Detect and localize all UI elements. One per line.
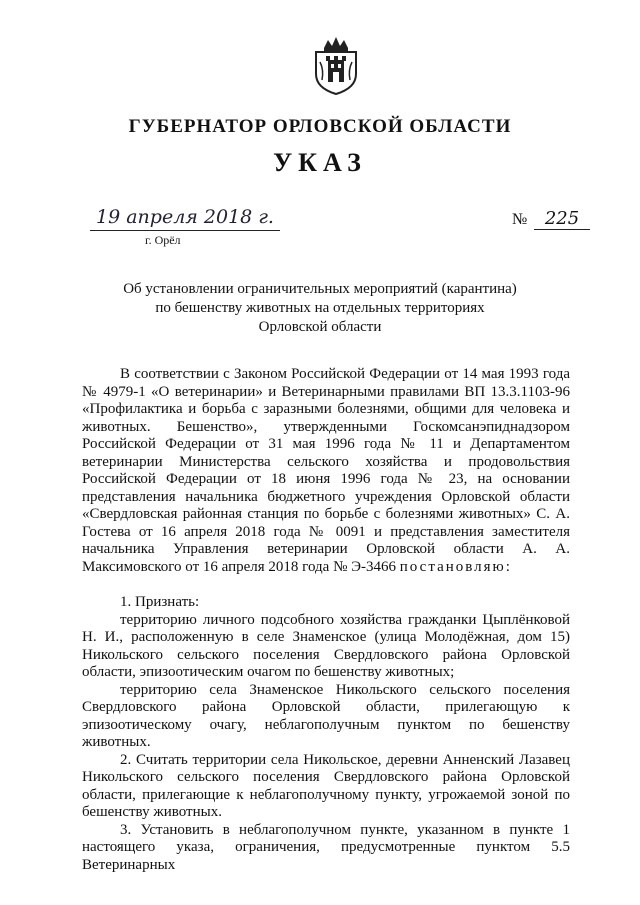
item1-paragraph-b: территорию села Знаменское Никольского сельского поселения Свердловского района Орловской области, прилегающую к эпизоотическому очагу, неблагополучным пунктом по бешенству животных. (82, 681, 570, 750)
title-line: по бешенству животных на отдельных территориях (155, 300, 485, 316)
decree-title (100, 280, 540, 337)
title-line: Об установлении ограничительных мероприятий (карантина) (123, 281, 517, 297)
document-type: УКАЗ (273, 148, 367, 177)
preamble-paragraph (82, 366, 570, 576)
preamble-text: В соответствии с Законом Российской Федерации от 14 мая 1993 года № 4979-1 «О ветеринарии» и Ветеринарными правилами ВП 13.3.1103-96 «Профилактика и борьба с заразными болезнями, общими для человека и животных. Бешенство», утвержденными Госкомсанэпиднадзором Российской Федерации от 31 мая 1996 года № 11 и Департаментом ветеринарии Министерства сельского хозяйства и продовольствия Российской Федерации от 18 июня 1996 года № 23, на основании представления начальника бюджетного учреждения Орловской области «Свердловская районная станция по борьбе с болезнями животных» С. А. Гостева от 16 апреля 2018 года № 0091 и представления заместителя начальника Управления ветеринарии Орловской области А. А. Максимовского от 16 апреля 2018 года № Э-3466 (82, 366, 570, 575)
coat-of-arms-icon (310, 34, 362, 96)
decree-number (512, 206, 590, 230)
decree-date: 19 апреля 2018 г. (90, 206, 280, 231)
number-value: 225 (534, 208, 590, 230)
item3-paragraph: 3. Установить в неблагополучном пункте, указанном в пункте 1 настоящего указа, ограничения, предусмотренные пунктом 5.5 Ветеринарных (82, 821, 570, 873)
item1-heading: 1. Признать: (120, 594, 200, 610)
title-line: Орловской области (258, 319, 382, 335)
item2-paragraph: 2. Считать территории села Никольское, деревни Анненский Лазавец Никольского сельского поселения Свердловского района Орловской области, прилегающие к неблагополучному пункту, угрожаемой зоной по бешенству животных. (82, 751, 570, 820)
preamble-keyword: постановляю: (399, 558, 512, 575)
decree-body (82, 366, 570, 874)
decree-city: г. Орёл (145, 233, 181, 247)
number-sign: № (512, 211, 528, 228)
organization-heading: ГУБЕРНАТОР ОРЛОВСКОЙ ОБЛАСТИ (128, 116, 512, 137)
item1-paragraph-a: территорию личного подсобного хозяйства гражданки Цыплёнковой Н. И., расположенную в селе Знаменское (улица Молодёжная, дом 15) Никольского сельского поселения Свердловского района Орловской области, эпизоотическим очагом по бешенству животных; (82, 611, 570, 680)
